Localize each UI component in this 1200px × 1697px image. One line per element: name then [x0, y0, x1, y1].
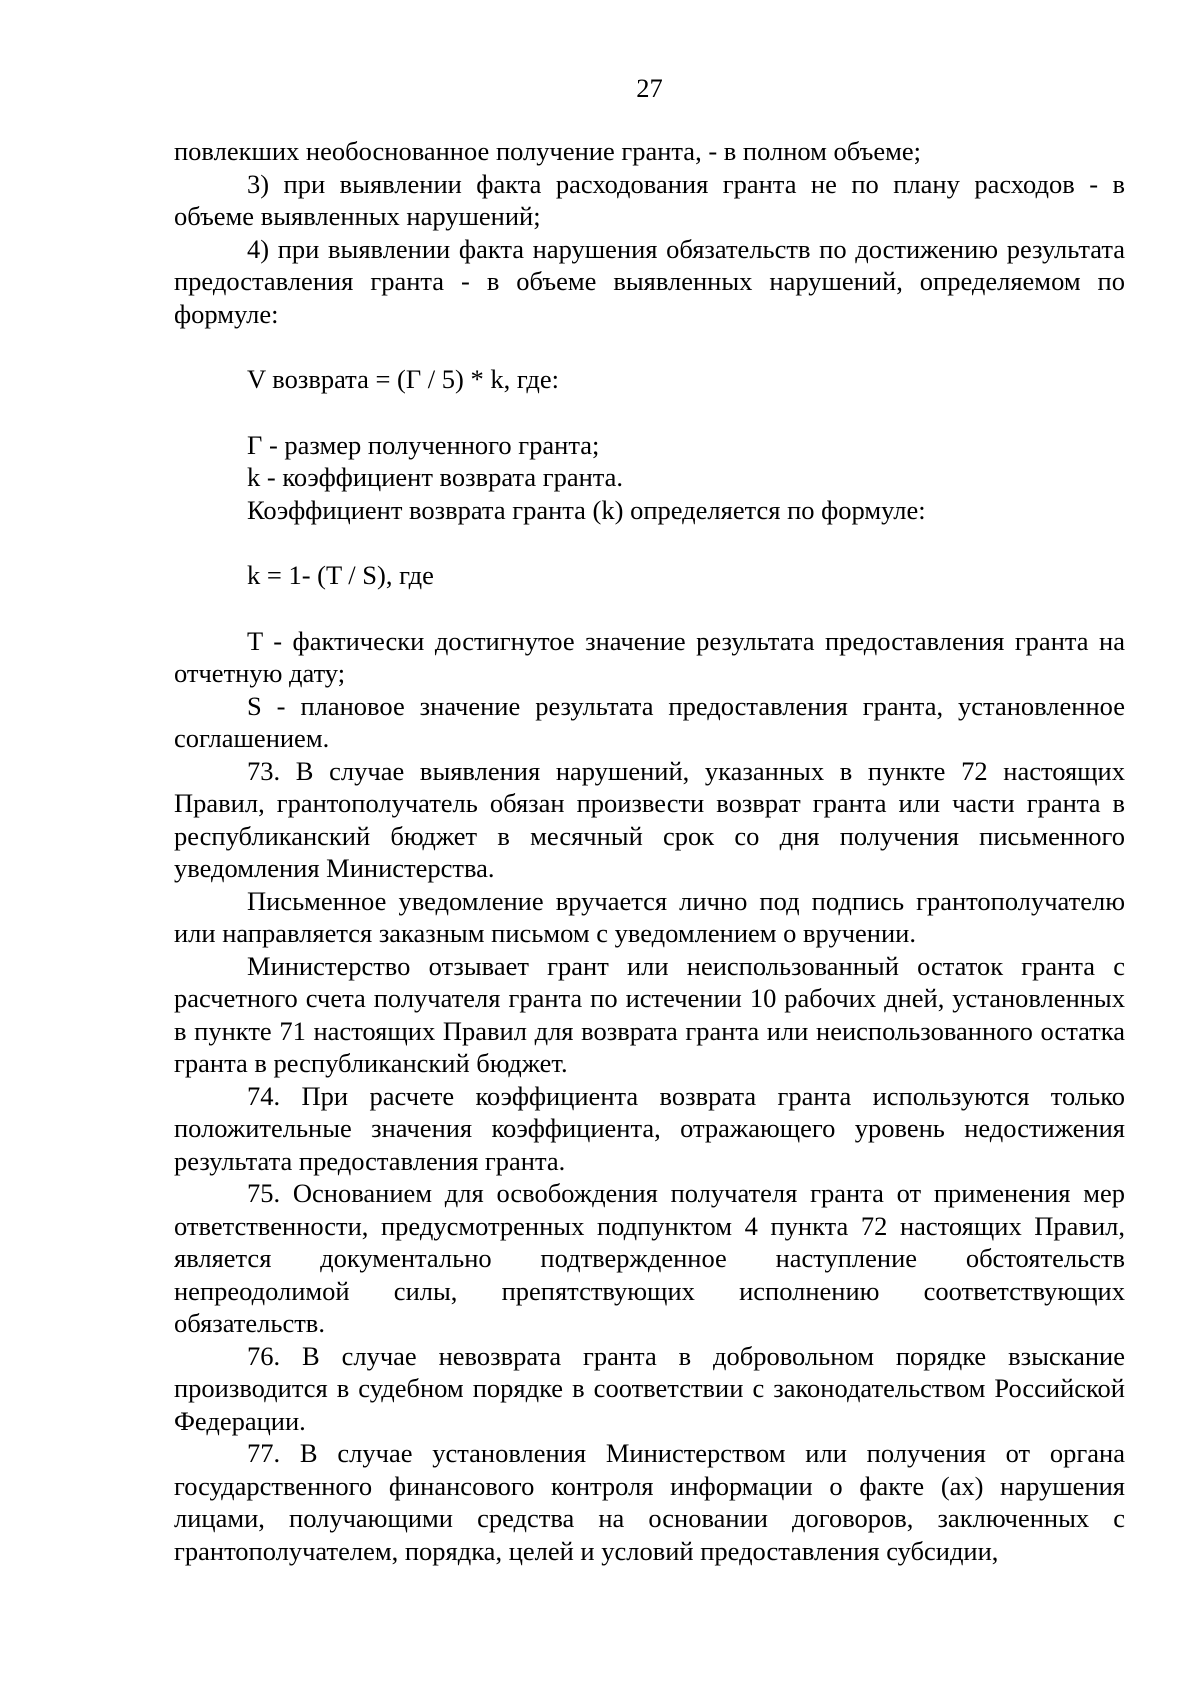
paragraph-74: 74. При расчете коэффициента возврата гранта используются только положительные значения коэффициента, отражающего уровень недостижения результата предоставления гранта. [174, 1080, 1125, 1176]
coefficient-intro: Коэффициент возврата гранта (k) определяется по формуле: [247, 494, 926, 525]
paragraph-item-4: 4) при выявлении факта нарушения обязательств по достижению результата предоставления гранта - в объеме выявленных нарушений, определяемом по формуле: [174, 233, 1125, 329]
paragraph-73: 73. В случае выявления нарушений, указанных в пункте 72 настоящих Правил, грантополучатель обязан произвести возврат гранта или части гранта в республиканский бюджет в месячный срок со дня получения письменного уведомления Министерства. [174, 755, 1125, 883]
definition-g: Г - размер полученного гранта; [247, 429, 600, 460]
paragraph-73-notice: Письменное уведомление вручается лично под подпись грантополучателю или направляется заказным письмом с уведомлением о вручении. [174, 885, 1125, 948]
document-body [174, 135, 1125, 1567]
paragraph-continuation: повлекших необоснованное получение гранта, - в полном объеме; [174, 136, 921, 166]
paragraph-item-3: 3) при выявлении факта расходования гранта не по плану расходов - в объеме выявленных нарушений; [174, 168, 1125, 231]
definition-k: k - коэффициент возврата гранта. [247, 462, 624, 492]
paragraph-77: 77. В случае установления Министерством или получения от органа государственного финансового контроля информации о факте (ах) нарушения лицами, получающими средства на основании договоров, заключенных с грантополучателем, порядка, целей и условий предоставления субсидии, [174, 1438, 1125, 1566]
formula-return-volume: V возврата = (Г / 5) * k, где: [247, 364, 560, 394]
definition-t: T - фактически достигнутое значение результата предоставления гранта на отчетную дату; [174, 625, 1125, 688]
paragraph-76: 76. В случае невозврата гранта в добровольном порядке взыскание производится в судебном порядке в соответствии с законодательством Российской Федерации. [174, 1340, 1125, 1436]
page-number: 27 [636, 73, 663, 103]
paragraph-73-recall: Министерство отзывает грант или неиспользованный остаток гранта с расчетного счета получателя гранта по истечении 10 рабочих дней, установленных в пункте 71 настоящих Правил для возврата гранта или неиспользованного остатка гранта в республиканский бюджет. [174, 950, 1125, 1078]
paragraph-75: 75. Основанием для освобождения получателя гранта от применения мер ответственности, предусмотренных подпунктом 4 пункта 72 настоящих Правил, является документально подтвержденное наступление обстоятельств непреодолимой силы, препятствующих исполнению соответствующих обязательств. [174, 1178, 1125, 1338]
definition-s: S - плановое значение результата предоставления гранта, установленное соглашением. [174, 690, 1125, 753]
formula-coefficient: k = 1- (T / S), где [247, 560, 434, 590]
